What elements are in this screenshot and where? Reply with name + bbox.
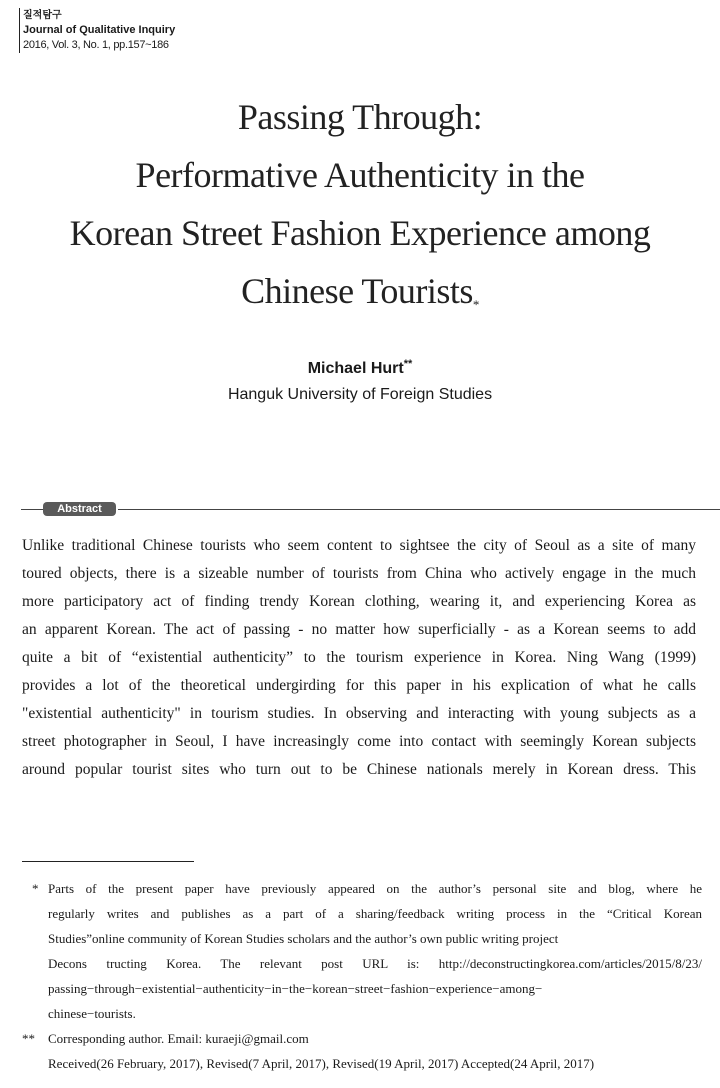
title-line: Passing Through: <box>237 97 483 137</box>
abstract-line: quite a bit of “existential authenticity” to the tourism experience in Korea. Ning Wang (1999) <box>22 649 696 666</box>
footnote-line: Studies”online community of Korean Studies scholars and the author’s own public writing project <box>48 931 559 946</box>
footnote-line: Corresponding author. Email: kuraeji@gmail.com <box>48 1031 309 1046</box>
journal-volume-info: 2016, Vol. 3, No. 1, pp.157~186 <box>23 39 169 51</box>
abstract-line: around popular tourist sites who turn out to be Chinese nationals merely in Korean dress. This <box>22 761 696 778</box>
abstract-line: an apparent Korean. The act of passing - no matter how superficially - as a Korean seems to add <box>22 621 696 638</box>
abstract-divider-right <box>118 509 720 510</box>
abstract-body <box>22 532 696 784</box>
author-affiliation: Hanguk University of Foreign Studies <box>227 386 493 403</box>
footnote-line: chinese−tourists. <box>48 1006 136 1021</box>
footnote-line: Parts of the present paper have previously appeared on the author’s personal site and blog, where he <box>48 881 702 896</box>
abstract-line: Unlike traditional Chinese tourists who seem content to sightsee the city of Seoul as a site of many <box>22 537 696 554</box>
journal-english-name: Journal of Qualitative Inquiry <box>23 24 176 36</box>
abstract-line: toured objects, there is a sizeable number of tourists from China who actively engage in the much <box>22 565 696 582</box>
footnotes <box>22 876 702 1076</box>
abstract-line: street photographer in Seoul, I have increasingly come into contact with seemingly Korean subjects <box>22 733 696 750</box>
author-footnote-mark: ** <box>403 358 413 370</box>
footnote-second <box>22 1026 702 1076</box>
paper-title <box>0 88 720 320</box>
title-line-last <box>0 262 720 320</box>
author-name-text: Michael Hurt <box>307 360 404 377</box>
journal-header <box>19 8 175 53</box>
footnote-first <box>22 876 702 1026</box>
footnote-line: regularly writes and publishes as a part of a sharing/feedback writing process in the “Critical Korean <box>48 906 702 921</box>
footnote-mark: ** <box>22 1031 35 1046</box>
abstract-divider-left <box>21 509 43 510</box>
footnote-line: Received(26 February, 2017), Revised(7 April, 2017), Revised(19 April, 2017) Accepted(24 April, 2017) <box>48 1056 595 1071</box>
footnote-line: Decons tructing Korea. The relevant post URL is: http://deconstructingkorea.com/articles/2015/8/23/ <box>48 956 702 971</box>
footnote-line: passing−through−existential−authenticity−in−the−korean−street−fashion−experience−among− <box>48 981 543 996</box>
footnote-mark: * <box>32 881 39 896</box>
journal-korean-name: 질적탐구 <box>23 10 62 21</box>
author-name <box>0 360 720 378</box>
abstract-label: Abstract <box>43 502 116 516</box>
title-line: Chinese Tourists <box>241 271 473 311</box>
title-line: Korean Street Fashion Experience among <box>69 213 651 253</box>
abstract-line: provides a lot of the theoretical undergirding for this paper in his explication of what he calls <box>22 677 696 694</box>
footnote-divider <box>22 861 194 862</box>
title-footnote-mark: * <box>472 297 479 312</box>
abstract-line: more participatory act of finding trendy Korean clothing, wearing it, and experiencing Korea as <box>22 593 696 610</box>
abstract-line: "existential authenticity" in tourism studies. In observing and interacting with young subjects as a <box>22 705 696 722</box>
title-line: Performative Authenticity in the <box>135 155 585 195</box>
